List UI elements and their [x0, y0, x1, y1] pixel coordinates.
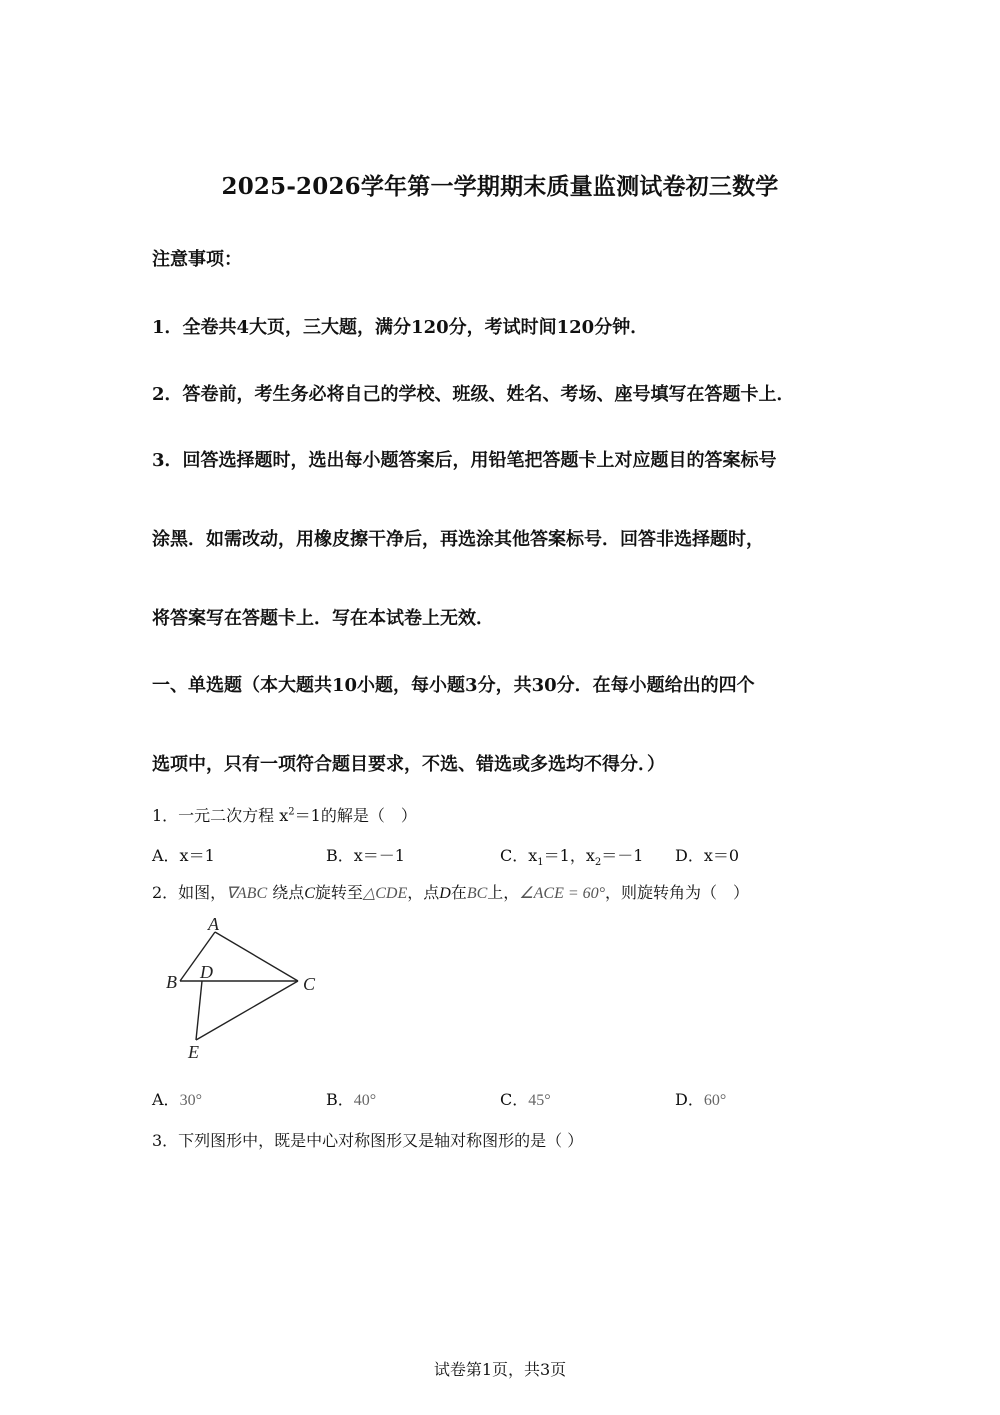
- question-1-stem: [152, 803, 417, 826]
- q1-stem-sup: 2: [288, 806, 295, 818]
- q2-m2: C: [304, 885, 315, 902]
- section-1-heading-line-1: 一、单选题（本大题共10小题，每小题3分，共30分．在每小题给出的四个: [152, 675, 755, 696]
- notice-heading: 注意事项：: [152, 249, 242, 270]
- q2-m4: D: [439, 885, 451, 902]
- notice-item-3-line-2: 涂黑．如需改动，用橡皮擦干净后，再选涂其他答案标号．回答非选择题时，: [152, 529, 764, 550]
- section-1-heading-line-2: 选项中，只有一项符合题目要求，不选、错选或多选均不得分．）: [152, 754, 665, 775]
- q2-optc-value: 45°: [528, 1092, 551, 1109]
- q2-optd-label: D．: [675, 1090, 704, 1109]
- q2-m5: BC: [466, 885, 488, 902]
- label-d: D: [200, 962, 213, 982]
- notice-item-2: 2．答卷前，考生务必将自己的学校、班级、姓名、考场、座号填写在答题卡上．: [152, 384, 795, 405]
- q1-stem-pre: 1．一元二次方程 x: [152, 806, 289, 825]
- q2-option-a: [152, 1087, 202, 1110]
- label-a: A: [208, 914, 219, 934]
- notice-item-1: 1．全卷共4大页，三大题，满分120分，考试时间120分钟．: [152, 317, 649, 338]
- q1-optc-sub2: 2: [594, 857, 602, 869]
- q2-figure: [160, 910, 330, 1065]
- edge-ce: [196, 981, 298, 1040]
- q1-optc-post: ＝－1: [601, 846, 644, 865]
- q2-m1: ∇ABC: [226, 885, 268, 902]
- q2-p6: 上，: [487, 883, 520, 902]
- question-2-stem: [152, 880, 749, 903]
- q2-p4: ，点: [407, 883, 440, 902]
- q2-optc-label: C．: [500, 1090, 529, 1109]
- label-c: C: [303, 974, 316, 994]
- q1-option-b: B．x＝－1: [326, 846, 405, 865]
- q1-optc-mid: ＝1，x: [543, 846, 595, 865]
- page-footer: 试卷第1页，共3页: [433, 1360, 567, 1379]
- q2-m6: ∠ACE = 60°: [519, 885, 606, 902]
- q2-option-c: [500, 1087, 551, 1110]
- page-title: 2025-2026学年第一学期期末质量监测试卷初三数学: [221, 173, 779, 200]
- q2-optb-value: 40°: [353, 1092, 377, 1109]
- label-b: B: [166, 972, 177, 992]
- edge-ac: [215, 932, 298, 981]
- q2-p5: 在: [450, 883, 467, 902]
- q2-p2: 绕点: [272, 883, 305, 902]
- notice-item-3-line-3: 将答案写在答题卡上．写在本试卷上无效．: [152, 608, 494, 629]
- q2-option-d: [675, 1087, 726, 1110]
- q1-option-d: D．x＝0: [675, 846, 740, 865]
- q2-option-b: [326, 1087, 376, 1110]
- label-e: E: [188, 1042, 199, 1062]
- q2-opta-value: 30°: [179, 1092, 202, 1109]
- q1-optc-pre: C．x: [500, 846, 538, 865]
- q1-option-a: A．x＝1: [152, 846, 215, 865]
- q1-stem-post: ＝1的解是（ ）: [294, 806, 417, 825]
- notice-item-3-line-1: 3．回答选择题时，选出每小题答案后，用铅笔把答题卡上对应题目的答案标号: [152, 450, 777, 471]
- q2-p7: ，则旋转角为（ ）: [605, 883, 750, 902]
- q2-p3: 旋转至: [314, 883, 363, 902]
- q2-opta-label: A．: [152, 1090, 180, 1109]
- q1-optc-sub1: 1: [537, 857, 544, 869]
- edge-de: [196, 981, 202, 1040]
- q1-option-c: [500, 843, 643, 868]
- q2-p1: 2．如图，: [152, 883, 227, 902]
- q2-optd-value: 60°: [703, 1092, 727, 1109]
- q2-m3: △CDE: [362, 885, 408, 902]
- q2-optb-label: B．: [326, 1090, 354, 1109]
- question-3-stem: 3．下列图形中，既是中心对称图形又是轴对称图形的是（ ）: [152, 1131, 584, 1150]
